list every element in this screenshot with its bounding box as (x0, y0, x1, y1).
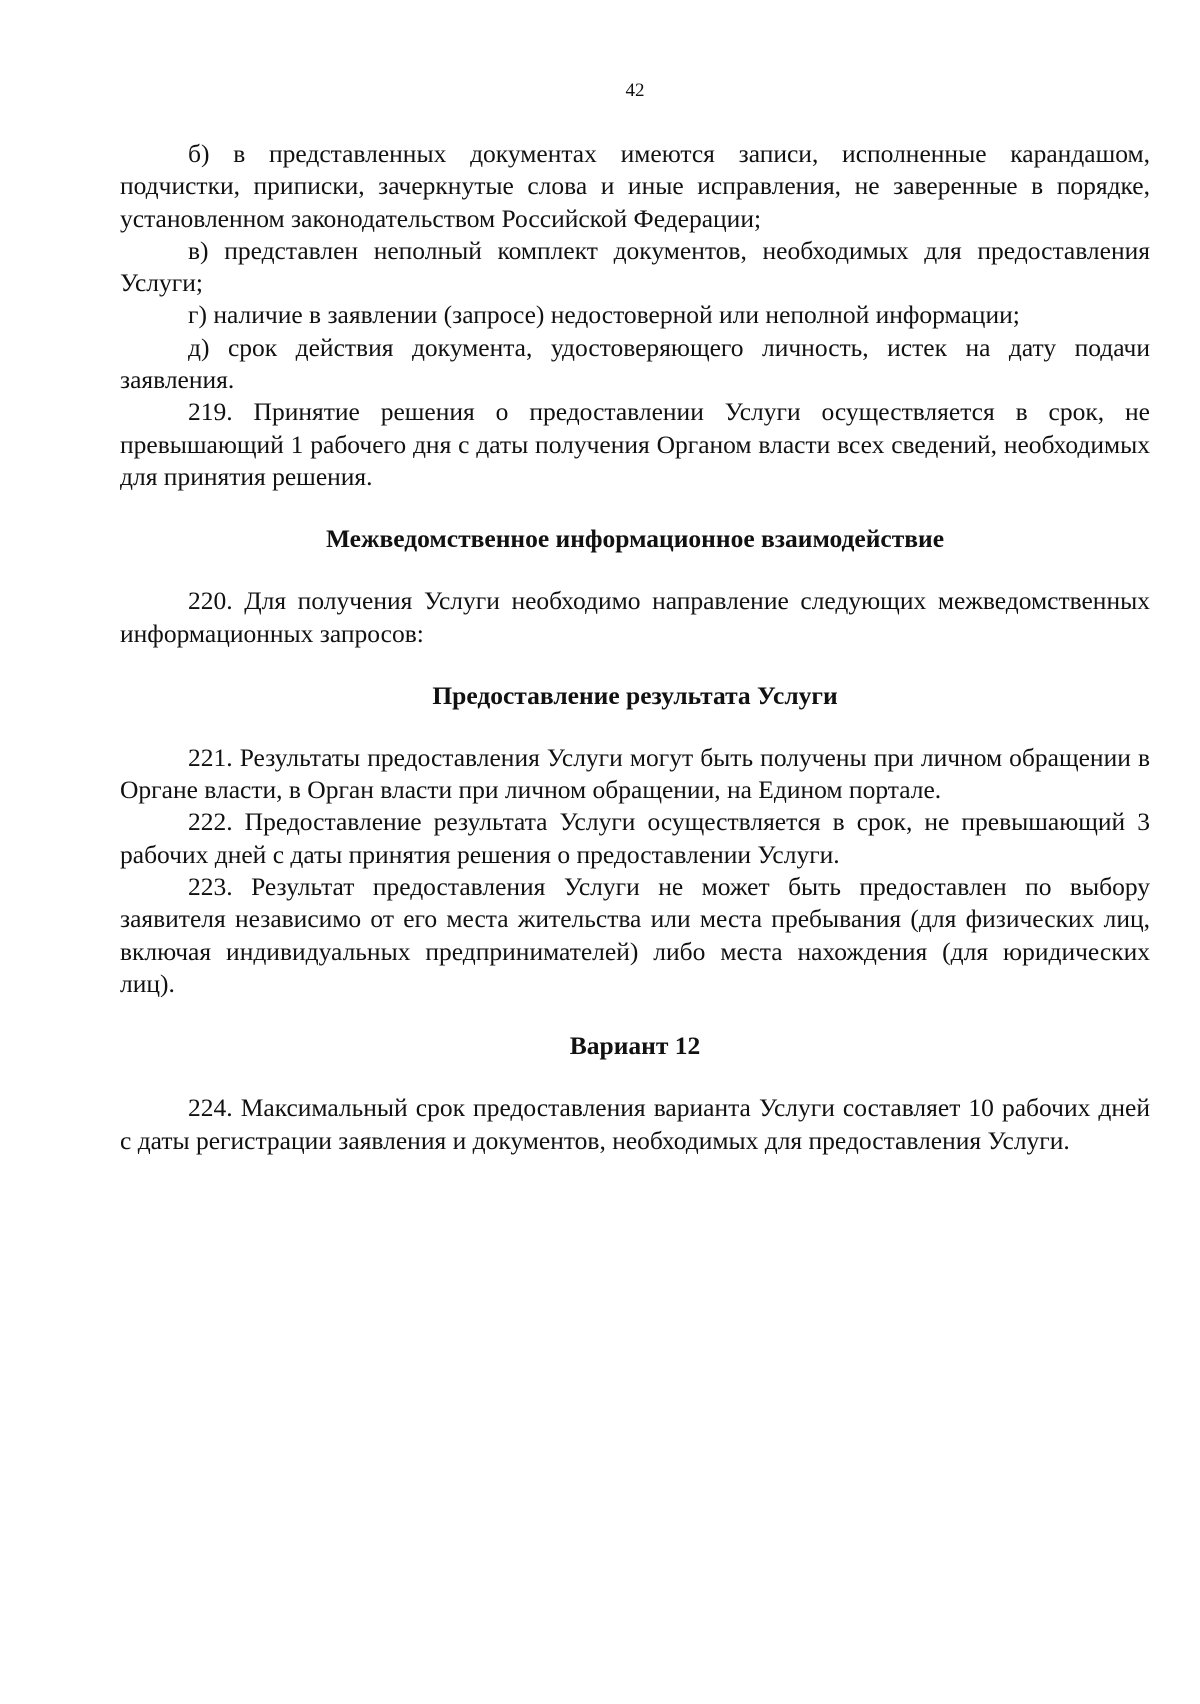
paragraph-b-corrections: б) в представленных документах имеются записи, исполненные карандашом, подчистки, приписки, зачеркнутые слова и иные исправления, не заверенные в порядке, установленном законодательством Российской Федерации; (120, 139, 1150, 233)
paragraph-223: 223. Результат предоставления Услуги не может быть предоставлен по выбору заявителя независимо от его места жительства или места пребывания (для физических лиц, включая индивидуальных предпринимателей) либо места нахождения (для юридических лиц). (120, 872, 1150, 998)
paragraph-g-unreliable-info: г) наличие в заявлении (запросе) недостоверной или неполной информации; (188, 300, 1020, 330)
paragraph-221: 221. Результаты предоставления Услуги могут быть получены при личном обращении в Органе власти, в Орган власти при личном обращении, на Едином портале. (120, 742, 1150, 805)
page-number: 42 (625, 80, 645, 101)
paragraph-v-incomplete-set: в) представлен неполный комплект документов, необходимых для предоставления Услуги; (120, 235, 1150, 298)
heading-interagency: Межведомственное информационное взаимодействие (325, 524, 945, 554)
paragraph-219: 219. Принятие решения о предоставлении Услуги осуществляется в срок, не превышающий 1 рабочего дня с даты получения Органом власти всех сведений, необходимых для принятия решения. (120, 397, 1150, 491)
paragraph-224: 224. Максимальный срок предоставления варианта Услуги составляет 10 рабочих дней с даты регистрации заявления и документов, необходимых для предоставления Услуги. (120, 1093, 1150, 1155)
paragraph-d-expired-document: д) срок действия документа, удостоверяющего личность, истек на дату подачи заявления. (120, 332, 1150, 395)
paragraph-220: 220. Для получения Услуги необходимо направление следующих межведомственных информационных запросов: (120, 586, 1150, 648)
paragraph-222: 222. Предоставление результата Услуги осуществляется в срок, не превышающий 3 рабочих дней с даты принятия решения о предоставлении Услуги. (120, 807, 1150, 869)
heading-result: Предоставление результата Услуги (432, 680, 838, 710)
heading-variant-12: Вариант 12 (569, 1031, 701, 1061)
